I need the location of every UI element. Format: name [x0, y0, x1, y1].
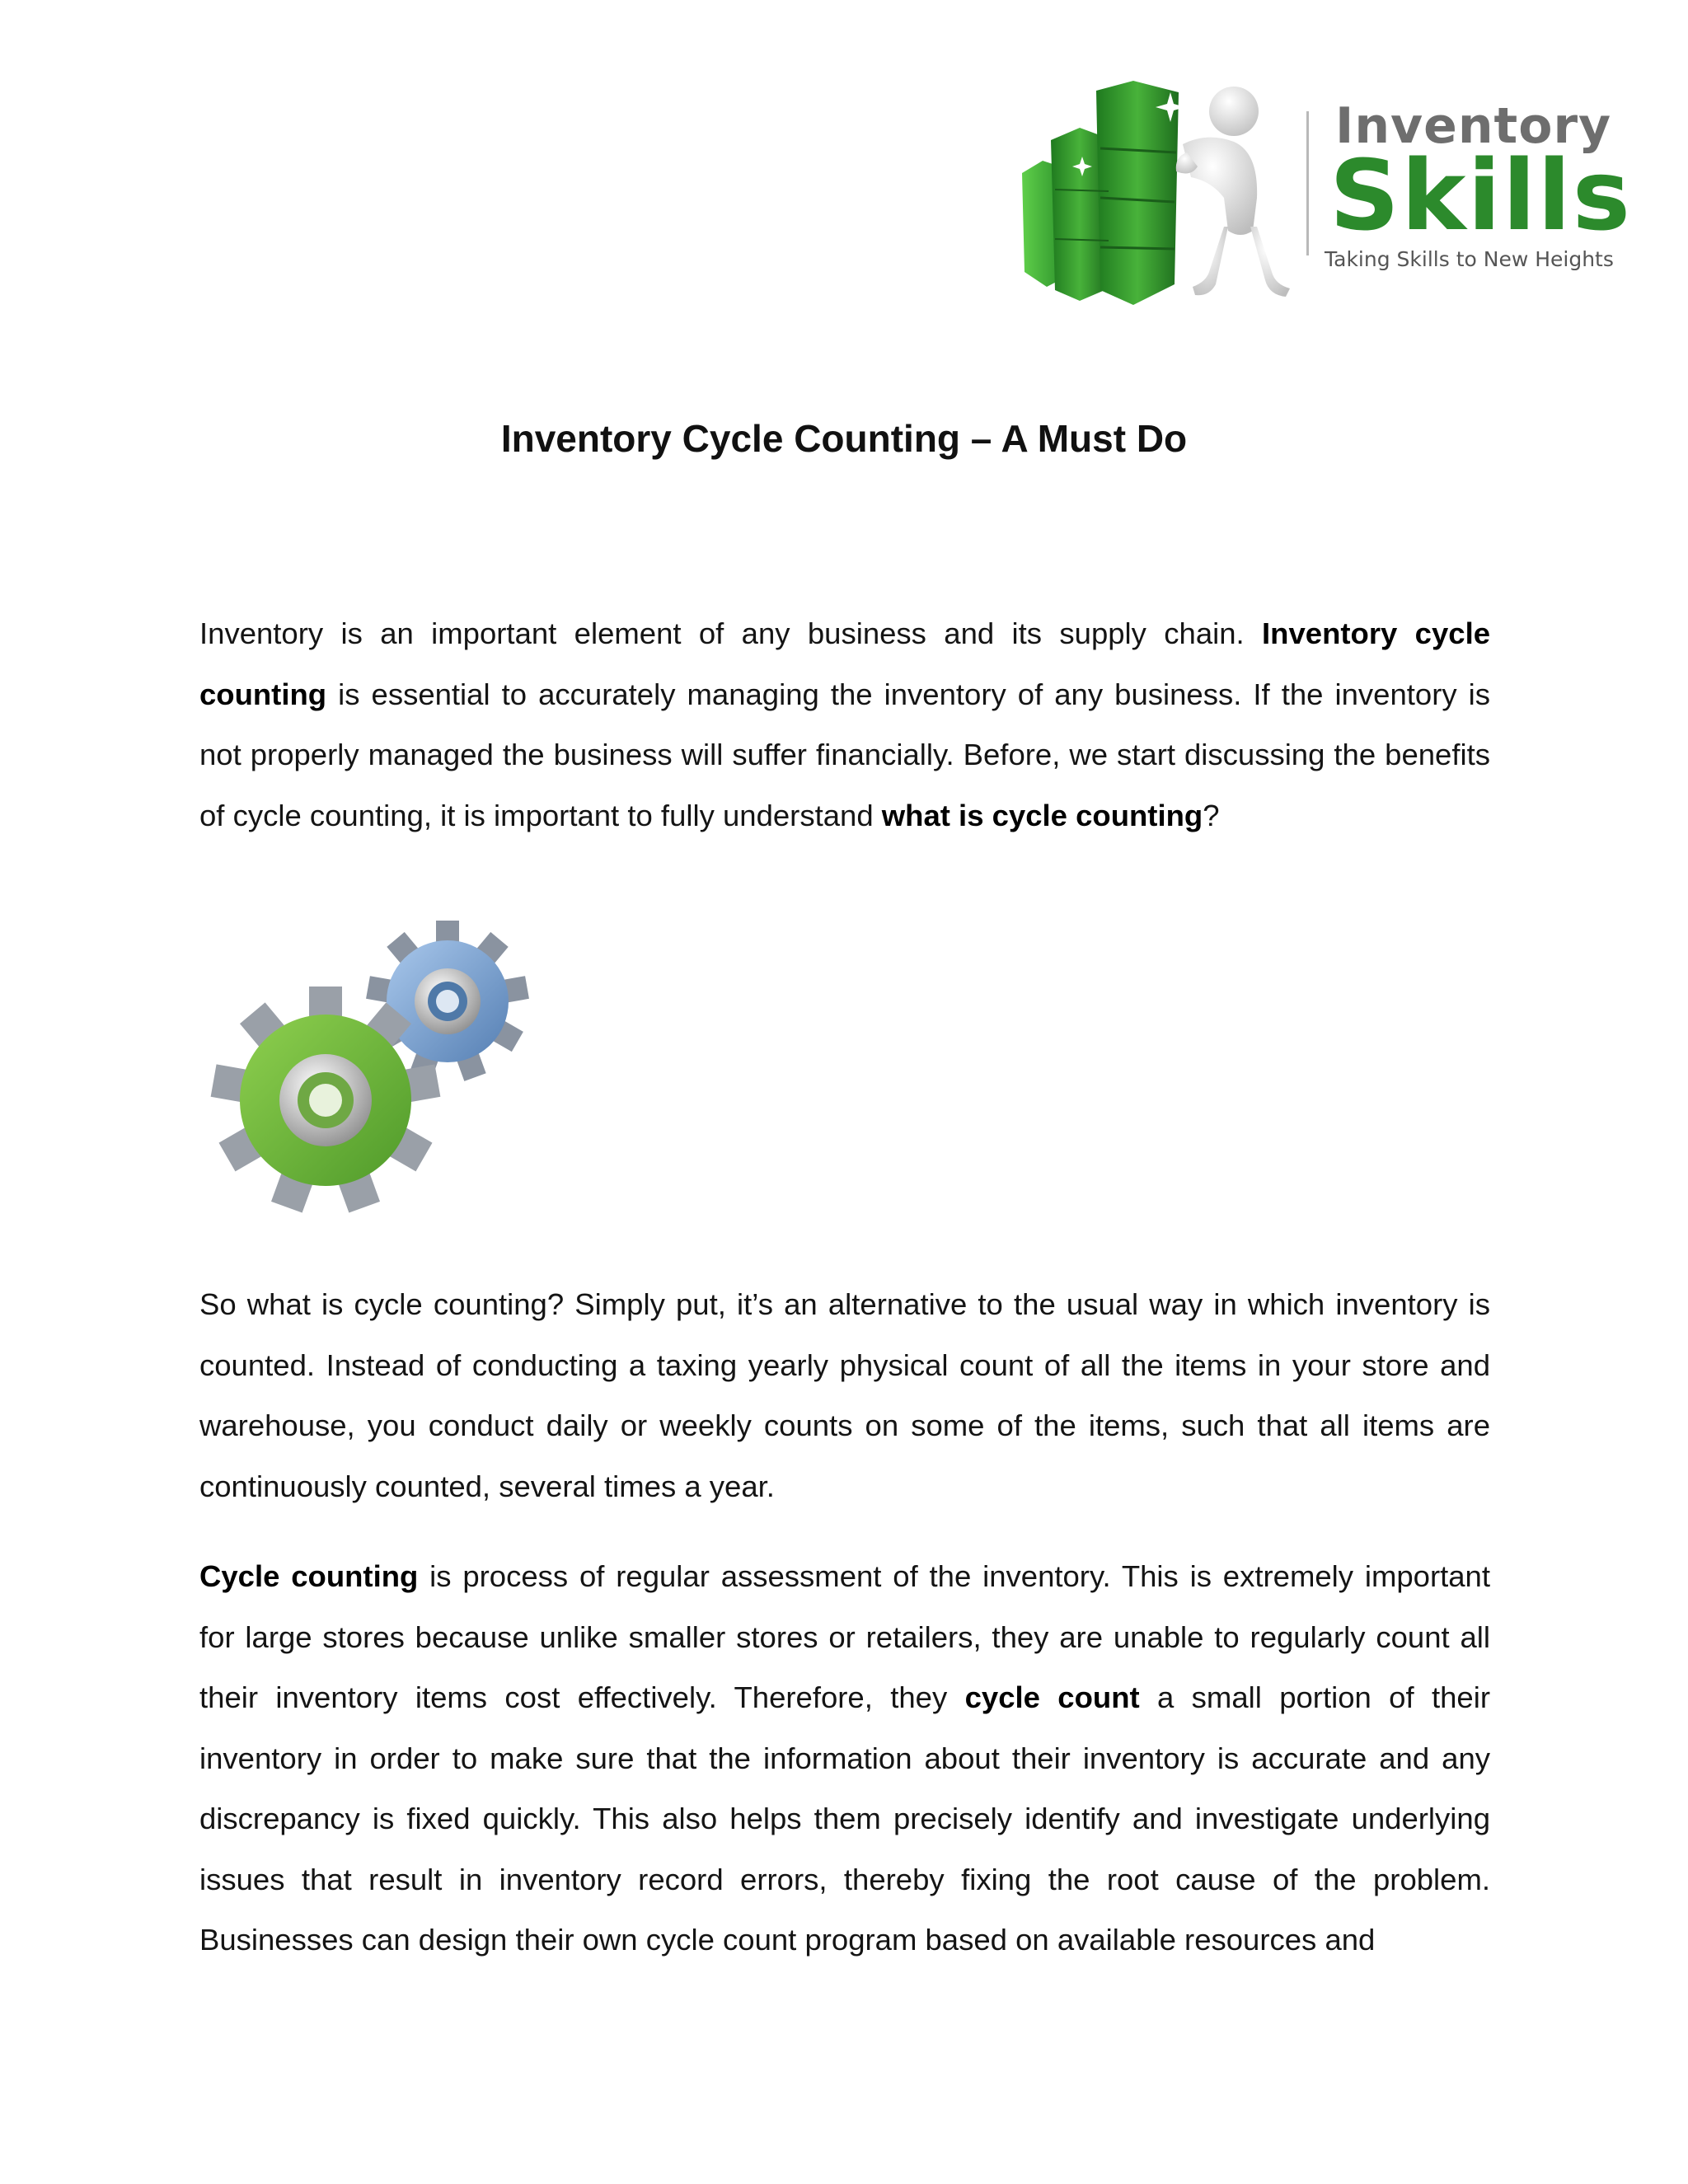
gears-icon — [202, 911, 548, 1224]
bold-text: Inventory cycle counting — [199, 616, 1491, 711]
logo-text-inventory: Inventory — [1335, 97, 1612, 155]
text-run: Inventory is an important element of any business and its supply chain. — [199, 616, 1263, 650]
paragraph-intro — [199, 603, 1490, 846]
text-run: ? — [1203, 798, 1220, 832]
logo-graphic-icon — [1018, 74, 1315, 313]
bold-text: cycle count — [964, 1680, 1140, 1714]
page-title: Inventory Cycle Counting – A Must Do — [500, 417, 1188, 460]
inventory-skills-logo — [1018, 74, 1633, 313]
text-run: is essential to accurately managing the inventory of any business. If the inventory is not properly managed the business will suffer financially. Before, we start discussing the benefits of cycle counting, it is important to fully understand — [199, 677, 1490, 832]
bold-text: Cycle counting — [199, 1559, 419, 1593]
bold-text: what is cycle counting — [881, 798, 1203, 832]
text-run: a small portion of their inventory in order to make sure that the information about their inventory is accurate and any discrepancy is fixed quickly. This also helps them precisely identify and investigate underlying issues that result in inventory record errors, thereby fixing the root cause of the problem. Businesses can design their own cycle count program based on available resources and — [199, 1680, 1490, 1957]
paragraph-cycle-counting — [199, 1546, 1490, 1971]
logo-text-skills: Skills — [1329, 138, 1633, 252]
text-run: is process of regular assessment of the inventory. This is extremely important for large stores because unlike smaller stores or retailers, they are unable to regularly count all their inventory items cost effectively. Therefore, they — [199, 1559, 1490, 1714]
logo-tagline: Taking Skills to New Heights — [1325, 247, 1614, 271]
logo-divider — [1306, 111, 1309, 255]
paragraph-definition: So what is cycle counting? Simply put, it’s an alternative to the usual way in which inventory is counted. Instead of conducting a taxing yearly physical count of all the items in your store and warehouse, you conduct daily or weekly counts on some of the items, such that all items are continuously counted, several times a year. — [199, 1287, 1490, 1503]
